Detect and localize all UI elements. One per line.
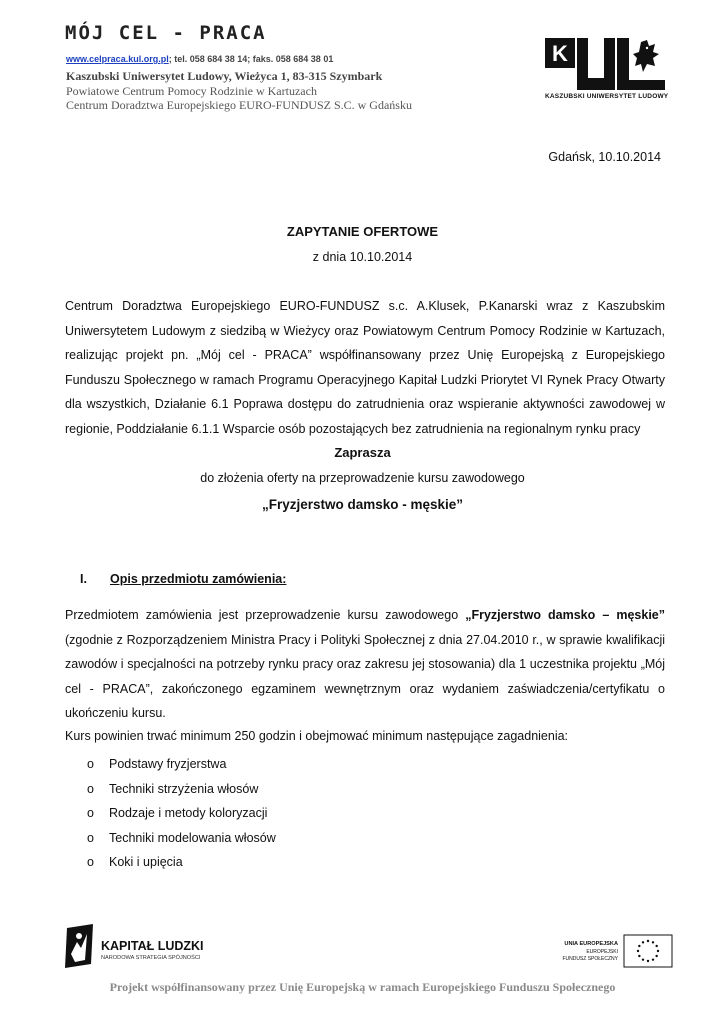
list-item: o Techniki strzyżenia włosów [87,777,276,802]
invite-subtext: do złożenia oferty na przeprowadzenie kursu zawodowego [200,471,525,485]
kapital-ludzki-emblem-icon [65,924,93,968]
eu-star [652,941,654,943]
project-title: MÓJ CEL - PRACA [65,22,267,44]
eu-star [638,945,640,947]
bullet: o [87,781,94,796]
section-heading [80,572,286,586]
eu-line-2: EUROPEJSKI [586,949,618,955]
list-item: o Podstawy fryzjerstwa [87,752,276,777]
list-item: o Rodzaje i metody koloryzacji [87,801,276,826]
eu-star [647,960,649,962]
bullet: o [87,855,94,869]
document-title: ZAPYTANIE OFERTOWE [286,224,439,239]
course-name: „Fryzjerstwo damsko - męskie” [261,497,464,512]
order-description [65,603,665,726]
org-line-2: Powiatowe Centrum Pomocy Rodzinie w Kartuzach [66,84,317,98]
eu-star [637,950,639,952]
eu-efs-logo [556,934,674,968]
intro-paragraph: Centrum Doradztwa Europejskiego EURO-FUNDUSZ s.c. A.Klusek, P.Kanarski wraz z Kaszubskim Uniwersytetem Ludowym z siedzibą w Wieżycy oraz Powiatowym Centrum Pomocy Rodzinie w Kartuzach, realizując projekt pn. „Mój cel - PRACA” współfinansowany przez Unię Europejską z Europejskiego Funduszu Społecznego w ramach Programu Operacyjnego Kapitał Ludzki Priorytet VI Rynek Pracy Otwarty dla wszystkich, Działanie 6.1 Poprawa dostępu do zatrudnienia oraz wspieranie aktywności zawodowej w regionie, Poddziałanie 6.1.1 Wsparcie osób pozostających bez zatrudnienia na regionalnym rynku pracy [65,299,665,436]
order-course-name: „Fryzjerstwo damsko – męskie” [465,608,665,622]
duration-text: Kurs powinien trwać minimum 250 godzin i obejmować minimum następujące zagadnienia: [65,729,569,743]
eu-star [652,958,654,960]
bullet: o [87,757,94,771]
order-text-2: (zgodnie z Rozporządzeniem Ministra Pracy i Polityki Społecznej z dnia 27.04.2010 r., w sprawie kwalifikacji zawodów i specjalności na potrzeby rynku pracy oraz zakresu jej stosowania) dla 1 uczestnika projektu „Mój cel - PRACA”, zakończonego egzaminem wewnętrznym oraz wydaniem zaświadczenia/certyfikatu o ukończeniu kursu. [65,632,665,720]
contact-line [66,54,333,64]
kapital-ludzki-title: KAPITAŁ LUDZKI [101,939,204,953]
bullet: o [87,830,94,845]
kapital-ludzki-logo [63,924,213,970]
contact-phone-fax: ; tel. 058 684 38 14; faks. 058 684 38 01 [168,54,334,64]
document-subtitle: z dnia 10.10.2014 [312,250,413,264]
org-line-1: Kaszubski Uniwersytet Ludowy, Wieżyca 1, 83-315 Szymbark [66,69,383,83]
footer-note: Projekt współfinansowany przez Unię Europejską w ramach Europejskiego Funduszu Społecznego [109,980,616,994]
eu-star [655,955,657,957]
eu-star [642,941,644,943]
website-link[interactable]: www.celpraca.kul.org.pl [66,54,169,64]
eu-line-1: UNIA EUROPEJSKA [564,941,618,947]
kapital-ludzki-subtitle: NARODOWA STRATEGIA SPÓJNOŚCI [101,955,201,961]
list-item: o Koki i upięcia [87,850,276,875]
eu-line-3: FUNDUSZ SPOŁECZNY [562,956,618,962]
section-title: Opis przedmiotu zamówienia: [110,572,287,586]
kul-logo-letter-k: K [552,41,568,66]
eu-star [638,955,640,957]
org-line-3: Centrum Doradztwa Europejskiego EURO-FUNDUSZ S.C. w Gdańsku [66,98,412,112]
eu-star [642,958,644,960]
eu-star [655,945,657,947]
order-text-1: Przedmiotem zamówienia jest przeprowadzenie kursu zawodowego [65,608,466,622]
list-item: o Techniki modelowania włosów [87,826,276,851]
kul-logo-caption: KASZUBSKI UNIWERSYTET LUDOWY [545,93,669,100]
eu-star [657,950,659,952]
topics-list [87,752,276,875]
section-number: I. [80,572,87,586]
eu-star [647,940,649,942]
document-date: Gdańsk, 10.10.2014 [548,150,661,164]
bullet: o [87,806,94,820]
invite-heading: Zaprasza [334,445,391,460]
